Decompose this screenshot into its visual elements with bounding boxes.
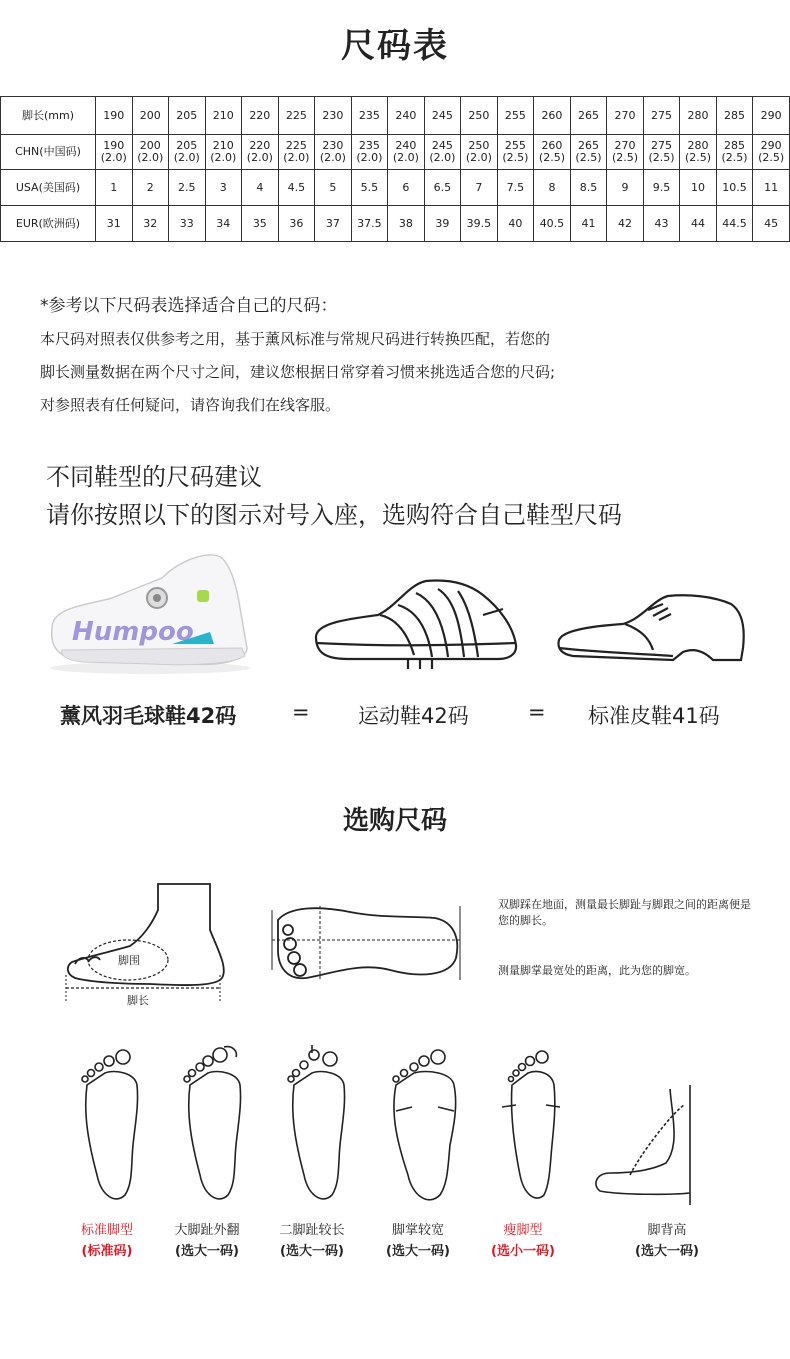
size-value: 11 [764,180,779,194]
size-value: 255 [504,108,526,122]
size-cell [643,135,680,170]
size-value: 37 [325,216,340,230]
size-cell [315,135,352,170]
size-width-value: (2.0) [465,151,492,164]
foot-type-caption [257,1220,367,1262]
size-value: 32 [143,216,158,230]
size-width-value: (2.0) [356,151,383,164]
size-cell [424,135,461,170]
size-value: 6 [402,180,410,194]
size-value: 4.5 [287,180,306,194]
size-cell [205,97,242,135]
size-cell [716,170,753,206]
measure-length-instruction: 双脚踩在地面，测量最长脚趾与脚跟之间的距离便是您的脚长。 [498,898,751,927]
size-value: 39 [435,216,450,230]
size-cell [351,206,388,242]
size-value: 240 [395,108,417,122]
foot-type-advice: (选大一码) [280,1244,344,1259]
shoe-type-suggestion [46,458,622,534]
size-cell [680,97,717,135]
size-value: 235 [358,139,380,152]
size-value: 2.5 [178,180,196,194]
size-value: 7 [475,180,483,194]
size-row [1,206,790,242]
size-cell [205,135,242,170]
equals-sign: = [292,700,310,724]
size-value: 280 [687,139,709,152]
size-width-value: (2.5) [758,151,785,164]
size-width-value: (2.0) [429,151,456,164]
size-cell [169,97,206,135]
size-cell [205,206,242,242]
size-cell [753,206,790,242]
size-cell [278,97,315,135]
size-cell [534,97,571,135]
size-value: 39.5 [466,216,492,230]
size-value: 290 [760,108,782,122]
size-value: 205 [176,139,198,152]
size-value: 230 [322,139,344,152]
size-value: 37.5 [357,216,382,230]
size-value: 220 [249,139,271,152]
size-cell [242,170,279,206]
size-value: 36 [289,216,304,230]
foot-type-advice: (标准码) [81,1244,133,1259]
foot-sole-diagram [270,900,465,985]
size-value: 40.5 [539,216,565,230]
foot-type-name: 脚背高 [647,1223,687,1238]
size-width-value: (2.0) [173,151,200,164]
size-cell [680,170,717,206]
foot-type-advice: (选大一码) [386,1244,450,1259]
size-cell [169,170,206,206]
size-value: 200 [139,139,161,152]
notes-heading: *参考以下尺码表选择适合自己的尺码： [40,296,338,316]
badminton-shoe-image [42,548,252,678]
foot-type-advice: (选大一码) [175,1244,239,1259]
size-value: 265 [577,108,599,122]
size-value: 225 [285,108,307,122]
size-cell [643,97,680,135]
size-cell [278,170,315,206]
foot-type-name: 标准脚型 [80,1223,133,1238]
size-cell [643,206,680,242]
size-width-value: (2.0) [210,151,237,164]
size-value: 250 [468,139,490,152]
notes-line: 本尺码对照表仅供参考之用，基于薰风标准与常规尺码进行转换匹配，若您的 [40,330,551,348]
size-cell [351,170,388,206]
size-value: 275 [650,139,672,152]
size-value: 33 [179,216,194,230]
size-cell [242,97,279,135]
size-cell [461,97,498,135]
foot-type-caption [363,1220,473,1262]
size-cell [278,135,315,170]
size-cell [570,97,607,135]
size-width-value: (2.0) [100,151,127,164]
foot-side-diagram [60,880,235,1010]
size-width-value: (2.5) [648,151,675,164]
size-cell [388,206,425,242]
length-label: 脚长 [127,994,149,1007]
size-row [1,170,790,206]
foot-type-name: 大脚趾外翻 [174,1223,240,1238]
size-value: 44 [691,216,705,230]
size-cell [96,170,133,206]
size-value: 35 [252,216,267,230]
foot-type-advice: (选大一码) [635,1244,699,1259]
size-value: 245 [431,139,453,152]
size-row-label: EUR(欧洲码) [1,206,96,242]
size-value: 205 [176,108,198,122]
page-title: 尺码表 [341,26,449,66]
suggestion-heading: 不同鞋型的尺码建议 [46,463,262,491]
size-value: 265 [577,139,599,152]
size-value: 1 [110,180,118,194]
equals-sign: = [528,700,546,724]
size-value: 285 [724,139,746,152]
size-value: 200 [139,108,161,122]
size-cell [278,206,315,242]
size-cell [132,170,169,206]
size-value: 43 [654,216,669,230]
size-width-value: (2.5) [684,151,712,164]
size-cell [680,206,717,242]
size-cell [424,206,461,242]
size-value: 31 [106,216,121,230]
size-value: 285 [724,108,746,122]
size-value: 41 [581,216,596,230]
size-value: 260 [541,139,563,152]
size-cell [607,135,644,170]
size-value: 44.5 [722,216,747,230]
size-value: 7.5 [506,180,525,194]
size-value: 290 [760,139,782,152]
size-cell [497,97,534,135]
foot-type-name: 脚掌较宽 [391,1223,444,1238]
size-cell [315,170,352,206]
size-width-value: (2.5) [502,151,529,164]
size-value: 275 [650,108,672,122]
size-cell [169,206,206,242]
size-notes [40,290,555,422]
size-cell [534,135,571,170]
size-value: 255 [504,139,526,152]
foot-type-name: 瘦脚型 [503,1223,543,1238]
size-cell [351,135,388,170]
size-width-value: (2.0) [392,151,419,164]
size-value: 45 [764,216,779,230]
size-cell [497,170,534,206]
size-cell [753,97,790,135]
size-value: 38 [398,216,413,230]
size-value: 5.5 [360,180,379,194]
size-value: 8.5 [579,180,598,194]
size-value: 220 [249,108,271,122]
size-row-label: USA(美国码) [1,170,96,206]
size-row [1,97,790,135]
foot-type-advice: (选小一码) [491,1244,555,1259]
size-value: 5 [329,180,337,194]
size-value: 240 [395,139,417,152]
size-value: 225 [285,139,307,152]
size-cell [242,206,279,242]
size-width-value: (2.0) [319,151,346,164]
size-value: 260 [541,108,563,122]
size-value: 2 [146,180,154,194]
badminton-shoe-size-label: 薰风羽毛球鞋42码 [60,704,237,728]
size-cell [680,135,717,170]
size-cell [424,97,461,135]
size-cell [716,135,753,170]
sport-shoe-size-label: 运动鞋42码 [358,704,469,728]
size-value: 9 [621,180,629,194]
size-cell [96,135,133,170]
size-cell [315,206,352,242]
size-cell [351,97,388,135]
size-width-value: (2.5) [611,151,639,164]
size-width-value: (2.0) [246,151,273,164]
notes-line: 脚长测量数据在两个尺寸之间，建议您根据日常穿着习惯来挑选适合您的尺码; [40,363,556,381]
size-cell [753,170,790,206]
size-value: 270 [614,108,636,122]
measure-width-instruction: 测量脚掌最宽处的距离，此为您的脚宽。 [498,964,696,977]
size-value: 4 [256,180,264,194]
size-cell [132,135,169,170]
leather-shoe-image [553,590,748,665]
size-value: 34 [216,216,231,230]
size-cell [388,97,425,135]
size-cell [570,206,607,242]
size-value: 210 [212,108,234,122]
size-value: 6.5 [433,180,452,194]
size-value: 235 [358,108,380,122]
shoe-brand-text: Humpoo [72,617,194,647]
foot-type-caption [612,1220,722,1262]
size-cell [570,170,607,206]
size-cell [388,170,425,206]
size-cell [534,206,571,242]
foot-type-caption [468,1220,578,1262]
size-value: 190 [103,139,125,152]
size-cell [132,97,169,135]
size-cell [169,135,206,170]
size-cell [461,170,498,206]
size-cell [132,206,169,242]
size-value: 190 [103,108,125,122]
size-cell [534,170,571,206]
size-row [1,135,790,170]
size-cell [242,135,279,170]
size-cell [607,97,644,135]
size-cell [570,135,607,170]
size-value: 9.5 [652,180,671,194]
size-cell [96,206,133,242]
size-value: 10.5 [722,180,747,194]
size-value: 245 [431,108,453,122]
size-value: 280 [687,108,709,122]
size-cell [96,97,133,135]
size-value: 230 [322,108,344,122]
size-value: 10 [691,180,705,194]
size-value: 250 [468,108,490,122]
size-cell [643,170,680,206]
size-cell [424,170,461,206]
size-cell [315,97,352,135]
size-value: 210 [212,139,234,152]
size-cell [716,97,753,135]
size-width-value: (2.5) [538,151,565,164]
sport-shoe-image [308,575,520,670]
foot-type-caption [152,1220,262,1262]
size-cell [205,170,242,206]
size-width-value: (2.5) [575,151,602,164]
size-cell [497,135,534,170]
notes-line: 对参照表有任何疑问，请咨询我们在线客服。 [40,396,341,414]
size-cell [388,135,425,170]
foot-type-caption [52,1220,162,1262]
size-value: 40 [508,216,523,230]
size-row-label: 脚长(mm) [1,97,96,135]
size-value: 270 [614,139,636,152]
foot-types-diagram [70,1045,750,1210]
foot-type-name: 二脚趾较长 [279,1223,345,1238]
suggestion-subheading: 请你按照以下的图示对号入座，选购符合自己鞋型尺码 [46,501,622,529]
size-value: 3 [219,180,227,194]
size-value: 8 [548,180,556,194]
size-row-label: CHN(中国码) [1,135,96,170]
size-cell [461,135,498,170]
size-cell [497,206,534,242]
size-width-value: (2.0) [137,151,164,164]
size-cell [753,135,790,170]
size-width-value: (2.5) [721,151,748,164]
size-cell [461,206,498,242]
size-cell [607,170,644,206]
size-value: 42 [617,216,632,230]
size-cell [716,206,753,242]
section-title-choose-size: 选购尺码 [342,806,447,836]
girth-label: 脚围 [118,954,140,967]
size-cell [607,206,644,242]
size-width-value: (2.0) [283,151,310,164]
size-chart-table [0,96,790,242]
leather-shoe-size-label: 标准皮鞋41码 [588,704,720,728]
